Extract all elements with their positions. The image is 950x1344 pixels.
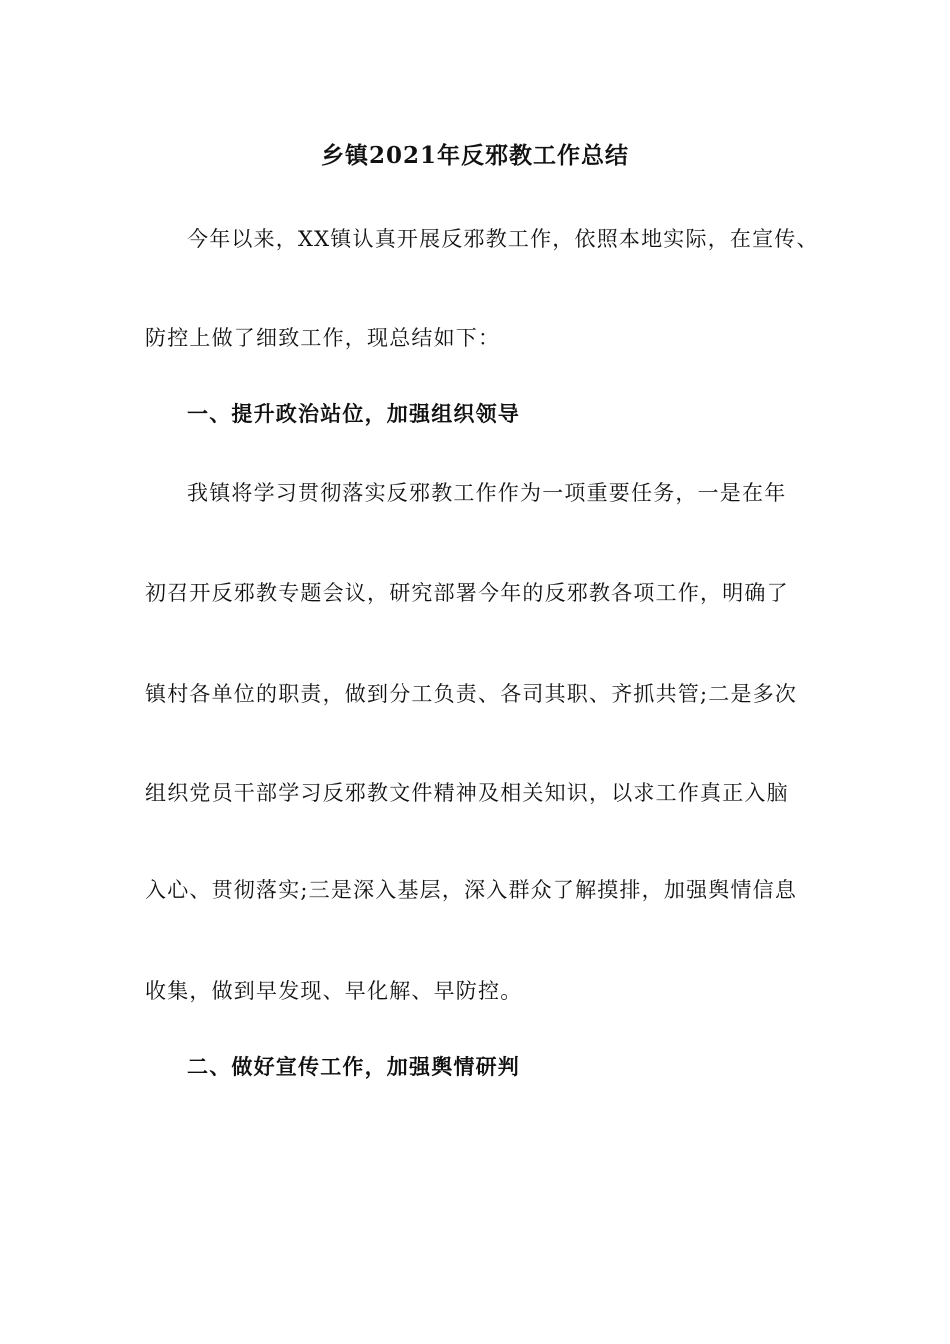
section-1-line-2: 初召开反邪教专题会议，研究部署今年的反邪教各项工作，明确了 [145, 581, 789, 605]
section-1-line-1: 我镇将学习贯彻落实反邪教工作作为一项重要任务，一是在年 [187, 481, 787, 505]
section-1-line-4: 组织党员干部学习反邪教文件精神及相关知识，以求工作真正入脑 [145, 781, 789, 805]
intro-line-2: 防控上做了细致工作，现总结如下： [145, 326, 501, 350]
intro-line-1: 今年以来，XX镇认真开展反邪教工作，依照本地实际，在宣传、 [187, 227, 819, 251]
section-1-line-6: 收集，做到早发现、早化解、早防控。 [145, 979, 523, 1003]
section-1-line-3: 镇村各单位的职责，做到分工负责、各司其职、齐抓共管;二是多次 [145, 682, 798, 706]
section-2-heading: 二、做好宣传工作，加强舆情研判 [187, 1054, 520, 1079]
section-1-line-5: 入心、贯彻落实;三是深入基层，深入群众了解摸排，加强舆情信息 [145, 878, 798, 902]
document-title: 乡镇2021年反邪教工作总结 [320, 142, 629, 169]
section-1-heading: 一、提升政治站位，加强组织领导 [187, 401, 520, 426]
